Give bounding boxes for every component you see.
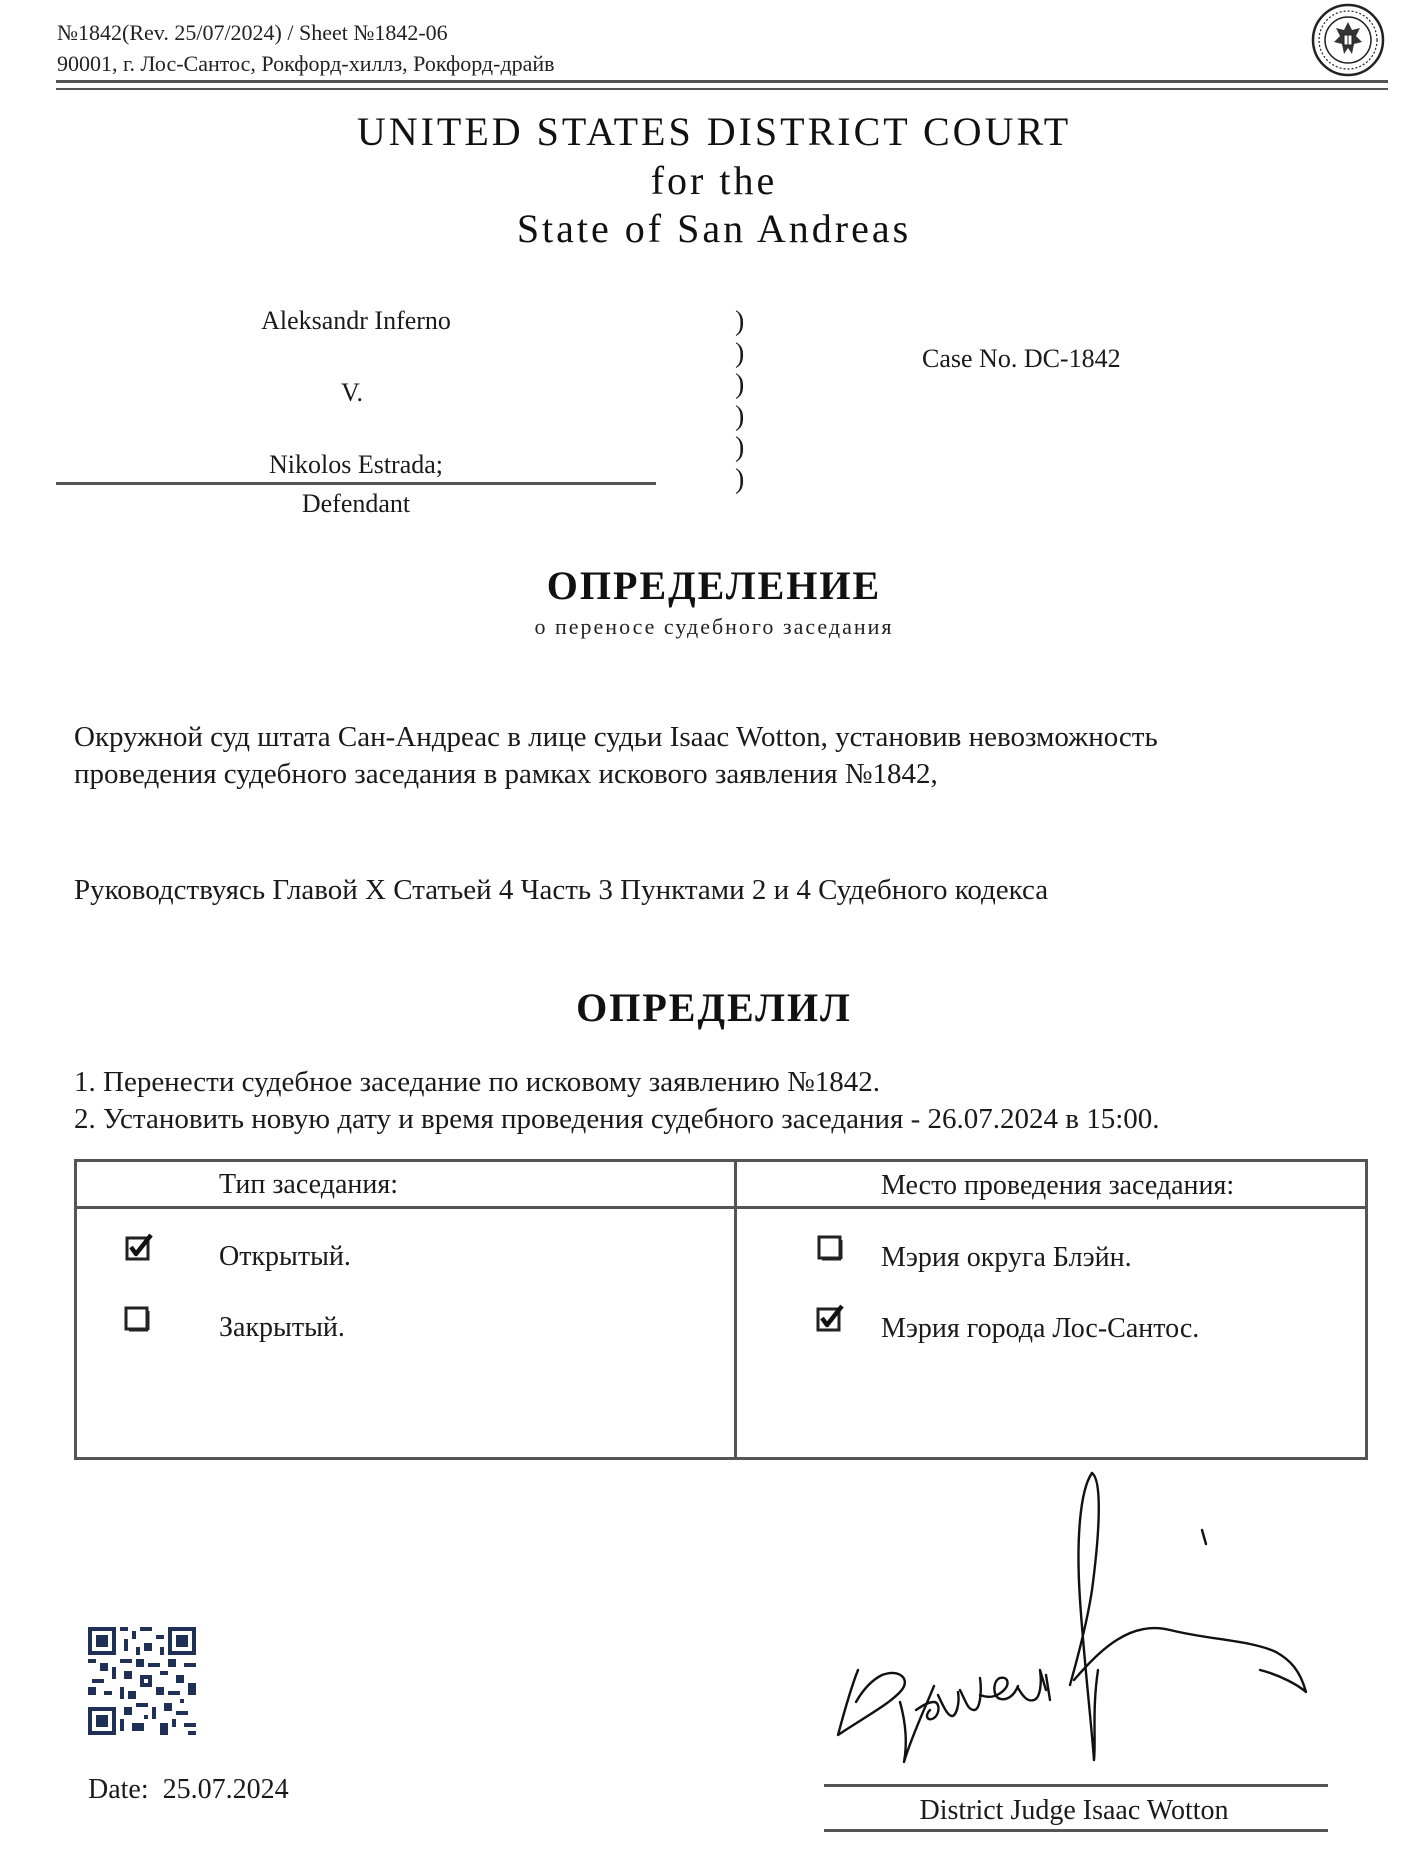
paren: ) (735, 400, 745, 432)
checkbox-los-santos-checked[interactable] (815, 1304, 845, 1334)
plaintiff-name: Aleksandr Inferno (261, 306, 451, 335)
option-los-santos-label: Мэрия города Лос-Сантос. (881, 1313, 1200, 1344)
defendant-name: Nikolos Estrada; (268, 450, 444, 479)
session-table (74, 1159, 1368, 1460)
session-location-header: Место проведения заседания: (881, 1170, 1235, 1201)
judge-signature-icon (830, 1470, 1310, 1780)
decision-item-2: 2. Установить новую дату и время проведения судебного заседания - 26.07.2024 в 15:00. (74, 1103, 1160, 1135)
option-closed-label: Закрытый. (219, 1312, 345, 1343)
court-statement (74, 719, 1374, 793)
date-label: Date: (88, 1774, 149, 1805)
paren: ) (735, 369, 745, 400)
court-seal-icon (1310, 2, 1386, 78)
option-blaine-label: Мэрия округа Блэйн. (881, 1242, 1132, 1273)
decision-item-1: 1. Перенести судебное заседание по исковому заявлению №1842. (74, 1066, 880, 1098)
paren: ) (735, 306, 745, 337)
versus-label: V. (341, 378, 363, 407)
defendant-label: Defendant (301, 489, 411, 518)
form-reference: №1842(Rev. 25/07/2024) / Sheet №1842-06 (57, 20, 448, 45)
date-value: 25.07.2024 (162, 1774, 289, 1805)
court-name-line3: State of San Andreas (516, 206, 912, 251)
paren: ) (735, 463, 745, 495)
checkbox-closed[interactable] (122, 1304, 152, 1334)
checkbox-blaine-county[interactable] (815, 1233, 845, 1263)
signature-rule-bottom (824, 1829, 1328, 1832)
signature-rule-top (824, 1784, 1328, 1787)
legal-basis: Руководствуясь Главой X Статьей 4 Часть 3 Пунктами 2 и 4 Судебного кодекса (74, 874, 1049, 906)
caption-parentheses (735, 306, 744, 495)
court-statement-line1: Окружной суд штата Сан-Андреас в лице судьи Isaac Wotton, установив невозможность (74, 721, 1158, 753)
decision-heading: ОПРЕДЕЛИЛ (576, 985, 852, 1030)
case-number: Case No. DC-1842 (922, 344, 1121, 373)
document-title: ОПРЕДЕЛЕНИЕ (546, 563, 882, 608)
checkbox-open-checked[interactable] (124, 1233, 154, 1263)
court-name-line2: for the (650, 158, 778, 203)
document-date (88, 1774, 289, 1806)
court-name-line1: UNITED STATES DISTRICT COURT (356, 109, 1072, 154)
session-type-header: Тип заседания: (219, 1169, 398, 1200)
table-divider-horizontal (77, 1206, 1365, 1209)
qr-code-icon (88, 1627, 196, 1735)
header-rule-thick (56, 80, 1388, 83)
paren: ) (735, 337, 745, 369)
paren: ) (735, 432, 745, 463)
court-statement-line2: проведения судебного заседания в рамках искового заявления №1842, (74, 758, 938, 790)
document-subtitle: о переносе судебного заседания (534, 614, 894, 639)
caption-rule (56, 482, 656, 485)
header-rule-thin (56, 88, 1388, 90)
option-open-label: Открытый. (219, 1241, 351, 1272)
court-address: 90001, г. Лос-Сантос, Рокфорд-хиллз, Рокфорд-драйв (57, 51, 555, 76)
judge-title: District Judge Isaac Wotton (919, 1795, 1229, 1826)
